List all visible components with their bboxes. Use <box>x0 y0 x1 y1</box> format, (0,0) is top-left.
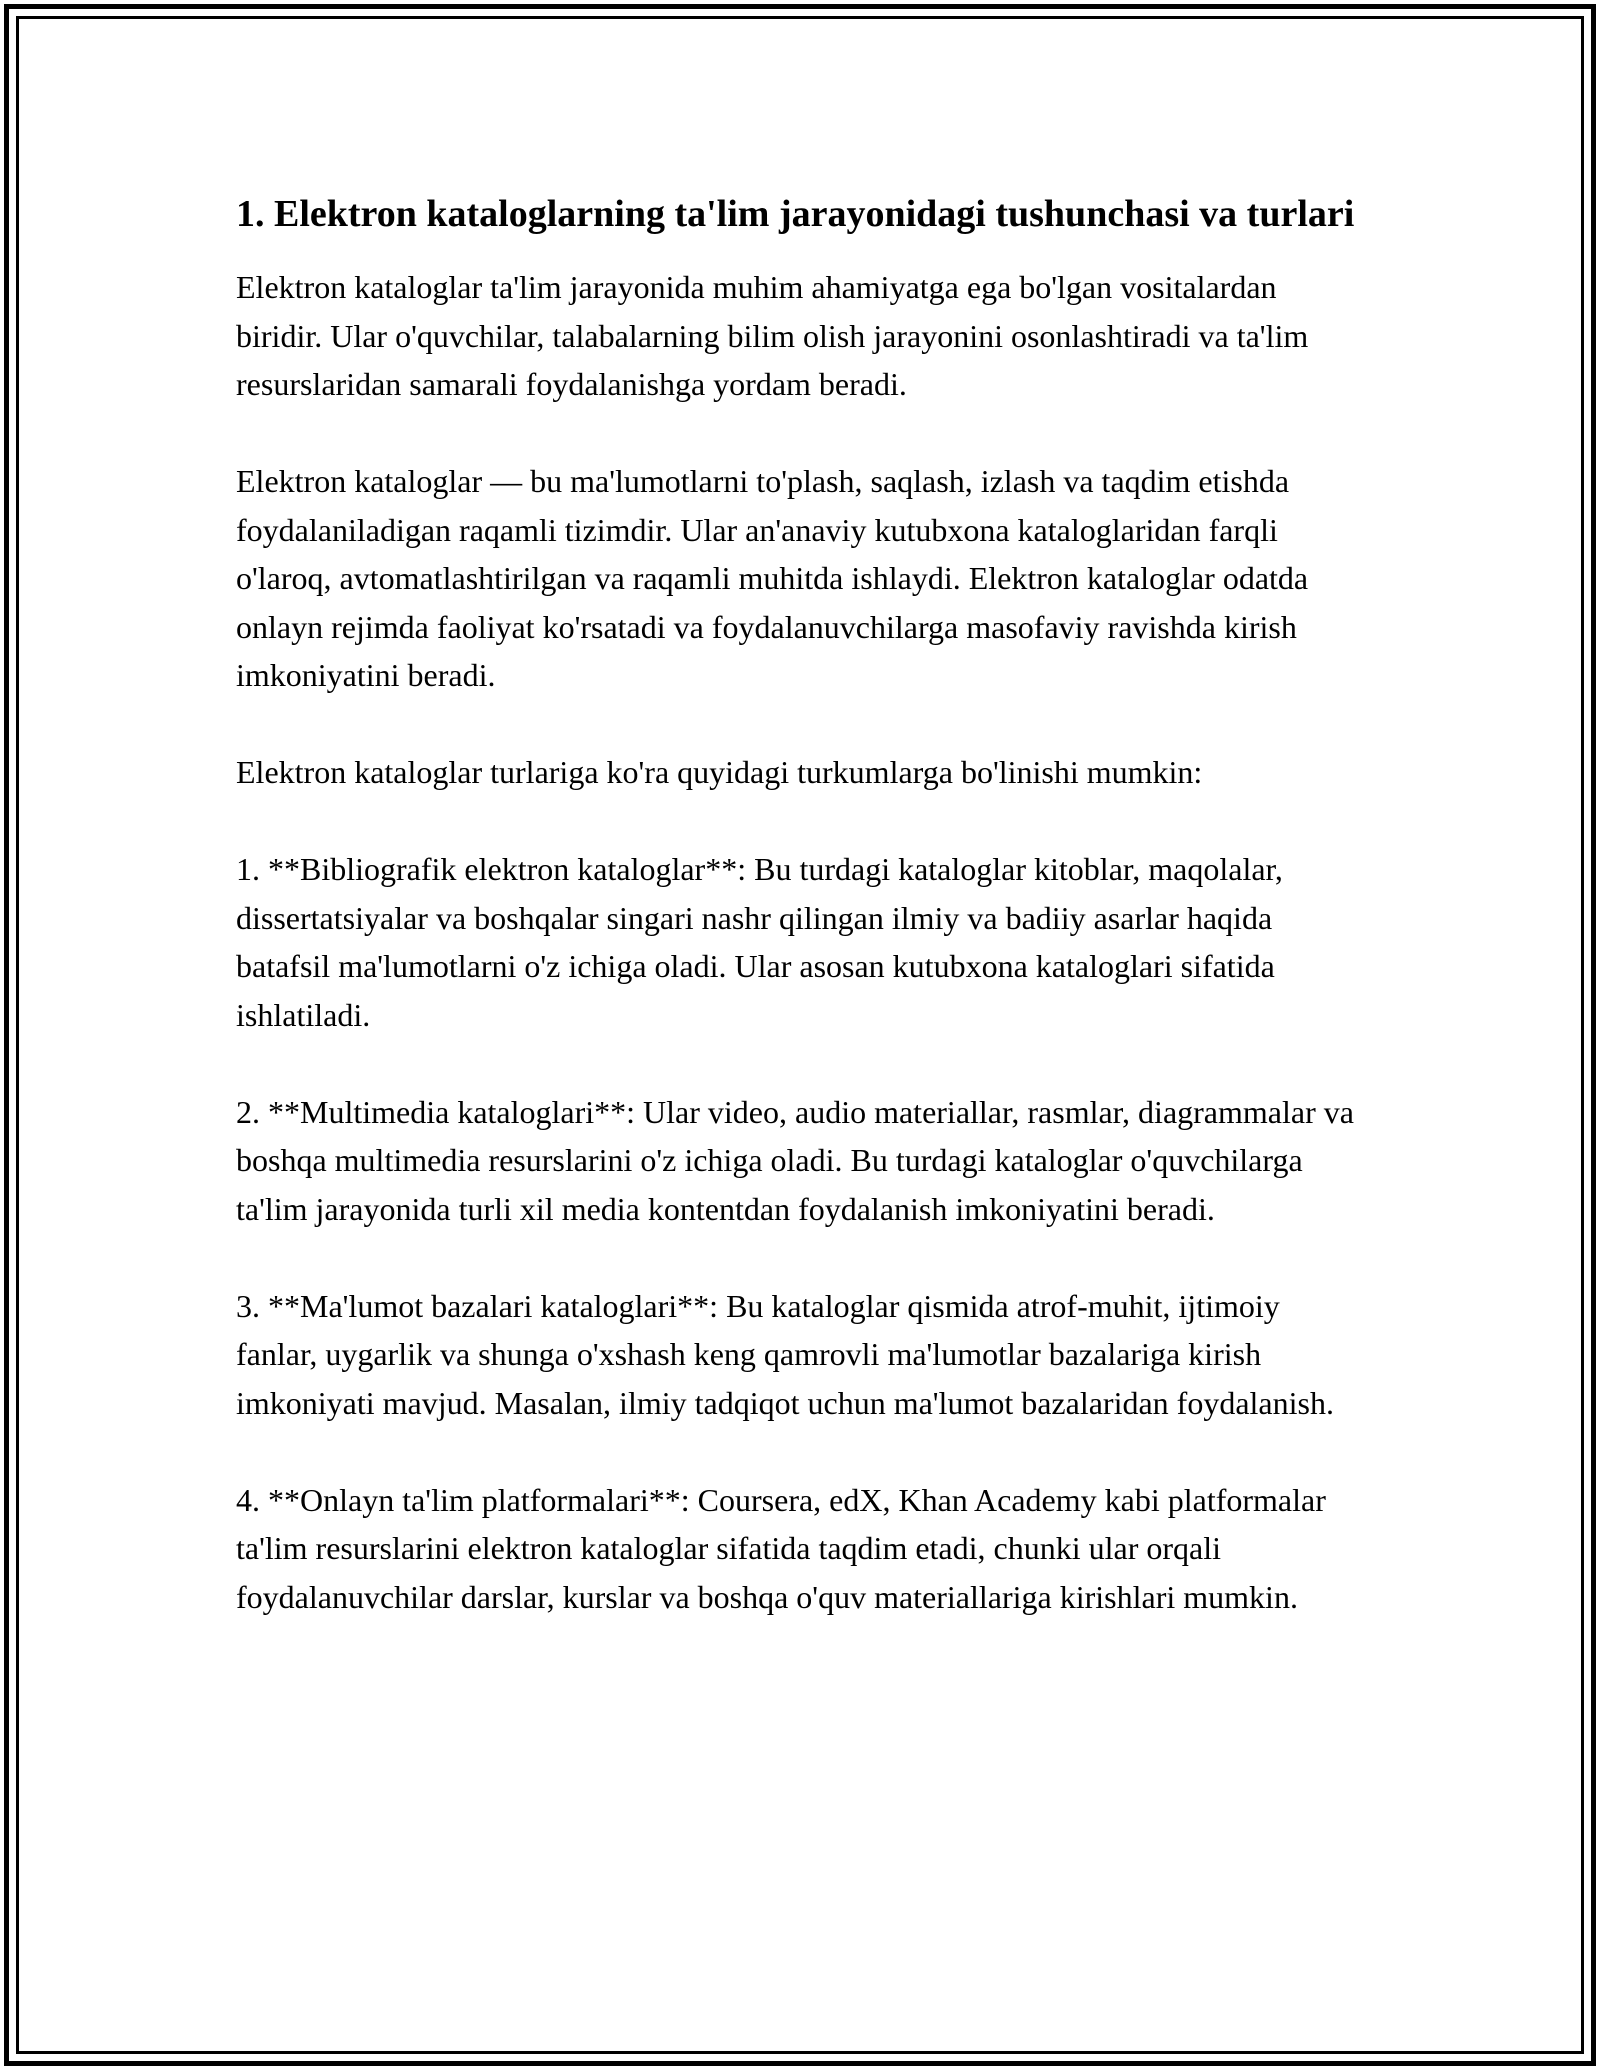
list-item-databases: 3. **Ma'lumot bazalari kataloglari**: Bu kataloglar qismida atrof-muhit, ijtimoiy fanlar, uygarlik va shunga o'xshash keng qamrovli ma'lumotlar bazalariga kirish imkoniyati mavjud. Masalan, ilmiy tadqiqot uchun ma'lumot bazalaridan foydalanish. <box>236 1287 1334 1421</box>
intro-paragraph: Elektron kataloglar ta'lim jarayonida muhim ahamiyatga ega bo'lgan vositalardan biridir. Ular o'quvchilar, talabalarning bilim olish jarayonini osonlashtiradi va ta'lim resurslaridan samarali foydalanishga yordam beradi. <box>236 269 1309 402</box>
spacer <box>236 1233 1366 1282</box>
types-intro-paragraph: Elektron kataloglar turlariga ko'ra quyidagi turkumlarga bo'linishi mumkin: <box>236 754 1203 790</box>
spacer <box>236 241 1366 263</box>
document-body <box>236 187 1366 1621</box>
section-heading: 1. Elektron kataloglarning ta'lim jarayonidagi tushunchasi va turlari <box>236 193 1355 235</box>
spacer <box>236 797 1366 846</box>
list-item-multimedia: 2. **Multimedia kataloglari**: Ular video, audio materiallar, rasmlar, diagrammalar va boshqa multimedia resurslarini o'z ichiga oladi. Bu turdagi kataloglar o'quvchilarga ta'lim jarayonida turli xil media kontentdan foydalanish imkoniyatini beradi. <box>236 1093 1354 1227</box>
list-item-online-platforms: 4. **Onlayn ta'lim platformalari**: Coursera, edX, Khan Academy kabi platformalar ta'lim resurslarini elektron kataloglar sifatida taqdim etadi, chunki ular orqali foydalanuvchilar darslar, kurslar va boshqa o'quv materiallariga kirishlari mumkin. <box>236 1481 1326 1615</box>
spacer <box>236 409 1366 458</box>
spacer <box>236 1427 1366 1476</box>
spacer <box>236 1039 1366 1088</box>
spacer <box>236 700 1366 749</box>
definition-paragraph: Elektron kataloglar — bu ma'lumotlarni to'plash, saqlash, izlash va taqdim etishda foydalaniladigan raqamli tizimdir. Ular an'anaviy kutubxona kataloglaridan farqli o'laroq, avtomatlashtirilgan va raqamli muhitda ishlaydi. Elektron kataloglar odatda onlayn rejimda faoliyat ko'rsatadi va foydalanuvchilarga masofaviy ravishda kirish imkoniyatini beradi. <box>236 463 1309 693</box>
list-item-bibliographic: 1. **Bibliografik elektron kataloglar**: Bu turdagi kataloglar kitoblar, maqolalar, dissertatsiyalar va boshqalar singari nashr qilingan ilmiy va badiiy asarlar haqida batafsil ma'lumotlarni o'z ichiga oladi. Ular asosan kutubxona kataloglari sifatida ishlatiladi. <box>236 851 1283 1033</box>
